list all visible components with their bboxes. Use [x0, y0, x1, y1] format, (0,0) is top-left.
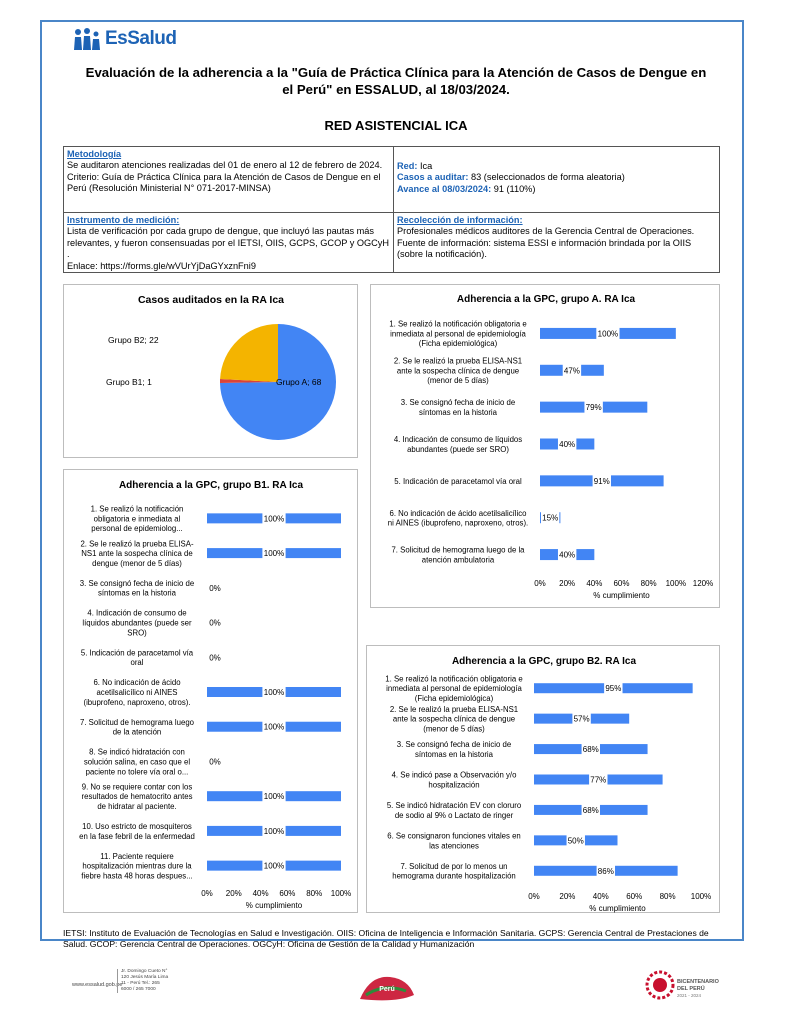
x-tick-label: 20%	[225, 889, 242, 898]
category-label: NS1 ante la sospecha clínica de	[81, 549, 193, 559]
x-tick-label: 40%	[592, 892, 609, 901]
data-label: 0%	[209, 618, 221, 628]
category-label: solución salina, en caso que el	[83, 757, 191, 767]
avance-value: 91 (110%)	[491, 183, 536, 194]
data-label: 100%	[263, 514, 285, 524]
x-tick-label: 60%	[626, 892, 643, 901]
category-label: 3. Se consignó fecha de inicio de	[400, 398, 516, 408]
instrumento-text: Lista de verificación por cada grupo de dengue, que incluyó las pautas más relevantes, y fueron consensuadas por el IETSI, OIIS, GCPS, GCOP y OGCyH .	[67, 226, 390, 260]
data-label: 79%	[585, 403, 602, 413]
category-label: de la atención	[112, 727, 162, 737]
category-label: inmediata al personal de epidemiología	[386, 684, 522, 694]
data-label: 100%	[263, 722, 285, 732]
x-tick-label: 100%	[330, 889, 352, 898]
x-tick-label: 0%	[534, 579, 546, 588]
recoleccion-label: Recolección de información:	[397, 215, 523, 225]
x-axis-label: % cumplimiento	[593, 591, 650, 600]
metodologia-text: Se auditaron atenciones realizadas del 01 de enero al 12 de febrero de 2024.	[67, 160, 383, 171]
data-label: 40%	[559, 440, 576, 449]
title-line-2: el Perú" en ESSALUD, al 18/03/2024.	[282, 82, 510, 97]
x-tick-label: 0%	[528, 892, 540, 901]
category-label: personal de epidemiolog...	[91, 524, 183, 534]
red-label: Red:	[397, 161, 418, 171]
data-label: 100%	[263, 549, 285, 559]
chart-title: Adherencia a la GPC, grupo B1. RA Ica	[118, 480, 304, 491]
x-axis-label: % cumplimiento	[589, 904, 646, 913]
category-label: abundantes (puede ser SRO)	[407, 444, 509, 454]
svg-text:2021 - 2024: 2021 - 2024	[677, 993, 702, 998]
category-label: (menor de 5 días)	[423, 724, 485, 734]
instrumento-label: Instrumento de medición:	[67, 215, 180, 225]
category-label: 6. Se consignaron funciones vitales en	[387, 831, 521, 841]
category-label: hospitalización	[428, 780, 480, 790]
category-label: 2. Se le realizó la prueba ELISA-	[80, 539, 194, 549]
category-label: 4. Indicación de consumo de	[87, 608, 187, 618]
criterio-text: Criterio: Guía de Práctica Clínica para la Atención de Casos de Dengue en el Perú (Resolución Ministerial N° 071-2017-MINSA)	[67, 171, 381, 194]
x-tick-label: 40%	[252, 889, 269, 898]
x-tick-label: 100%	[690, 892, 712, 901]
data-label: 50%	[567, 836, 584, 846]
category-label: 1. Se realizó la notificación obligatoria e	[385, 674, 523, 684]
data-label: 100%	[263, 792, 285, 802]
category-label: 3. Se consignó fecha de inicio de	[396, 740, 512, 750]
category-label: inmediata al personal de epidemiología	[390, 329, 526, 339]
pie-label: Grupo B1; 1	[106, 377, 152, 387]
category-label: (Ficha epidemiológica)	[414, 694, 494, 704]
pie-chart-panel	[63, 284, 358, 458]
pie-label: Grupo A; 68	[276, 377, 322, 387]
title-line-1: Evaluación de la adherencia a la "Guía de Práctica Clínica para la Atención de Casos de Dengue en	[85, 65, 707, 80]
data-label: 47%	[563, 366, 580, 376]
metodologia-label: Metodología	[67, 149, 122, 159]
category-label: síntomas en la historia	[418, 408, 498, 418]
red-value: Ica	[417, 161, 433, 171]
category-label: 7. Solicitud de por lo menos un	[400, 861, 508, 871]
category-label: 7. Solicitud de hemograma luego	[80, 717, 194, 727]
avance-line	[397, 184, 716, 195]
chart-title: Adherencia a la GPC, grupo B2. RA Ica	[451, 656, 637, 667]
x-tick-label: 60%	[279, 889, 296, 898]
enlace-text: Enlace: https://forms.gle/wVUrYjDaGYxznFni9	[67, 260, 256, 271]
category-label: síntomas en la historia	[414, 749, 494, 759]
category-label: de hidratar al paciente.	[97, 801, 177, 811]
x-tick-label: 120%	[692, 579, 714, 588]
pie-chart	[64, 285, 359, 459]
data-label: 100%	[263, 861, 285, 871]
x-tick-label: 100%	[665, 579, 687, 588]
svg-text:DEL PERÚ: DEL PERÚ	[677, 986, 705, 992]
category-label: 7. Solicitud de hemograma luego de la	[391, 545, 525, 555]
category-label: hemograma durante hospitalización	[392, 871, 516, 881]
data-label: 100%	[597, 329, 619, 339]
footer-abbreviations: IETSI: Instituto de Evaluación de Tecnologías en Salud e Investigación. OIIS: Oficina de Inteligencia e Información Sanitaria. GCPS: Gerencia Central de Prestaciones de Salud. GCOP: Gerencia Central de Operaciones. OGCyH: Oficina de Gestión de la Calidad y Humanización	[63, 928, 709, 949]
category-label: 5. Indicación de paracetamol vía	[80, 648, 194, 658]
category-label: resultados de hematocrito antes	[81, 792, 193, 802]
category-label: 5. Se indicó hidratación EV con cloruro	[386, 801, 522, 811]
category-label: fiebre hasta 48 horas despues...	[81, 871, 193, 881]
con-punche-peru-logo	[356, 969, 418, 1005]
category-label: SRO)	[127, 628, 147, 638]
svg-text:Perú: Perú	[379, 986, 395, 993]
x-tick-label: 0%	[201, 889, 213, 898]
casos-label: Casos a auditar:	[397, 172, 469, 183]
group-b1-chart-panel	[63, 469, 358, 913]
category-label: ante la sospecha clínica de dengue	[392, 714, 516, 724]
pie-label: Grupo B2; 22	[108, 335, 159, 345]
data-label: 0%	[209, 653, 221, 663]
x-tick-label: 20%	[559, 892, 576, 901]
metodologia-cell	[64, 147, 394, 213]
chart-title: Adherencia a la GPC, grupo A. RA Ica	[456, 294, 636, 305]
bicentenario-logo	[643, 967, 725, 1005]
category-label: 4. Indicación de consumo de líquidos	[393, 435, 523, 445]
data-label: 100%	[263, 688, 285, 697]
info-table	[63, 146, 720, 273]
category-label: 8. Se indicó hidratación con	[89, 747, 185, 757]
category-label: atención ambulatoria	[421, 555, 495, 565]
category-label: obligatoria e inmediata al	[93, 514, 181, 524]
logo-text: EsSalud	[105, 28, 177, 49]
data-label: 77%	[590, 775, 607, 785]
recoleccion-text: Profesionales médicos auditores de la Gerencia Central de Operaciones. Fuente de información: sistema ESSI e información brindada por la OIIS (sobre la notificación).	[397, 226, 695, 260]
data-label: 0%	[209, 757, 221, 767]
category-label: 2. Se le realizó la prueba ELISA-NS1	[393, 356, 523, 366]
category-label: las atenciones	[429, 841, 479, 851]
x-tick-label: 60%	[613, 579, 630, 588]
category-label: 4. Se indicó pase a Observación y/o	[391, 770, 517, 780]
red-cell	[394, 147, 719, 213]
category-label: en la fase febril de la enfermedad	[79, 831, 195, 841]
chart-title: Casos auditados en la RA Ica	[137, 294, 285, 306]
group-a-chart-panel	[370, 284, 720, 608]
category-label: 1. Se realizó la notificación	[90, 504, 184, 514]
x-tick-label: 80%	[306, 889, 323, 898]
category-label: 11. Paciente requiere	[100, 851, 174, 861]
data-label: 40%	[559, 550, 576, 560]
data-label: 15%	[542, 513, 559, 523]
data-label: 86%	[597, 866, 614, 876]
page-subtitle: RED ASISTENCIAL ICA	[324, 118, 468, 133]
essalud-logo	[72, 26, 176, 52]
group-a-bar-chart	[371, 285, 721, 609]
category-label: 9. No se requiere contar con los	[81, 782, 193, 792]
category-label: ante la sospecha clínica de dengue	[396, 366, 520, 376]
category-label: (Ficha epidemiológica)	[418, 339, 498, 349]
data-label: 100%	[263, 826, 285, 836]
website-text: www.essalud.gob.pe	[72, 982, 123, 988]
red-line	[397, 161, 716, 172]
casos-value: 83 (seleccionados de forma aleatoria)	[468, 172, 625, 183]
category-label: paciente no tolere vía oral o...	[85, 767, 189, 777]
category-label: 6. No indicación de ácido	[93, 678, 181, 688]
data-label: 91%	[593, 476, 610, 486]
category-label: hospitalización mientras dure la	[82, 861, 192, 871]
category-label: 1. Se realizó la notificación obligatoria e	[389, 319, 527, 329]
category-label: oral	[130, 658, 144, 668]
data-label: 68%	[582, 805, 599, 815]
category-label: 6. No indicación de ácido acetilsalicílico	[389, 508, 527, 518]
data-label: 0%	[209, 583, 221, 593]
address-text: Jr. Domingo Cueto N° 120 Jesús María Lima 11 - Perú Tel.: 265 6000 / 265 7000	[117, 969, 169, 993]
category-label: acetilsalicílico ni AINES	[96, 688, 178, 697]
group-b2-chart-panel	[366, 645, 720, 913]
x-tick-label: 80%	[659, 892, 676, 901]
group-b2-bar-chart	[367, 646, 721, 914]
category-label: síntomas en la historia	[97, 588, 177, 598]
data-label: 57%	[573, 714, 590, 724]
category-label: líquidos abundantes (puede ser	[82, 618, 192, 628]
category-label: 5. Indicación de paracetamol vía oral	[394, 476, 522, 486]
data-label: 95%	[605, 684, 622, 694]
x-tick-label: 20%	[559, 579, 576, 588]
category-label: de sodio al 9% o Lactato de ringer	[394, 810, 514, 820]
data-label: 68%	[582, 745, 599, 755]
group-b1-bar-chart	[64, 470, 359, 914]
casos-line	[397, 172, 716, 183]
recoleccion-cell	[394, 213, 719, 272]
category-label: ni AINES (ibuprofeno, naproxeno, otros).	[387, 518, 529, 528]
svg-text:BICENTENARIO: BICENTENARIO	[677, 979, 719, 985]
page-title	[60, 64, 732, 98]
category-label: (ibuprofeno, naproxeno, otros).	[83, 697, 191, 707]
x-tick-label: 80%	[640, 579, 657, 588]
category-label: dengue (menor de 5 días)	[92, 558, 182, 568]
pie-slice	[220, 324, 278, 382]
instrumento-cell	[64, 213, 394, 272]
category-label: 2. Se le realizó la prueba ELISA-NS1	[389, 704, 519, 714]
avance-label: Avance al 08/03/2024:	[397, 183, 492, 194]
x-axis-label: % cumplimiento	[245, 901, 303, 910]
category-label: (menor de 5 días)	[427, 376, 489, 386]
category-label: 10. Uso estricto de mosquiteros	[82, 822, 192, 832]
category-label: 3. Se consignó fecha de inicio de	[79, 578, 195, 588]
family-icon	[72, 28, 102, 50]
x-tick-label: 40%	[586, 579, 603, 588]
